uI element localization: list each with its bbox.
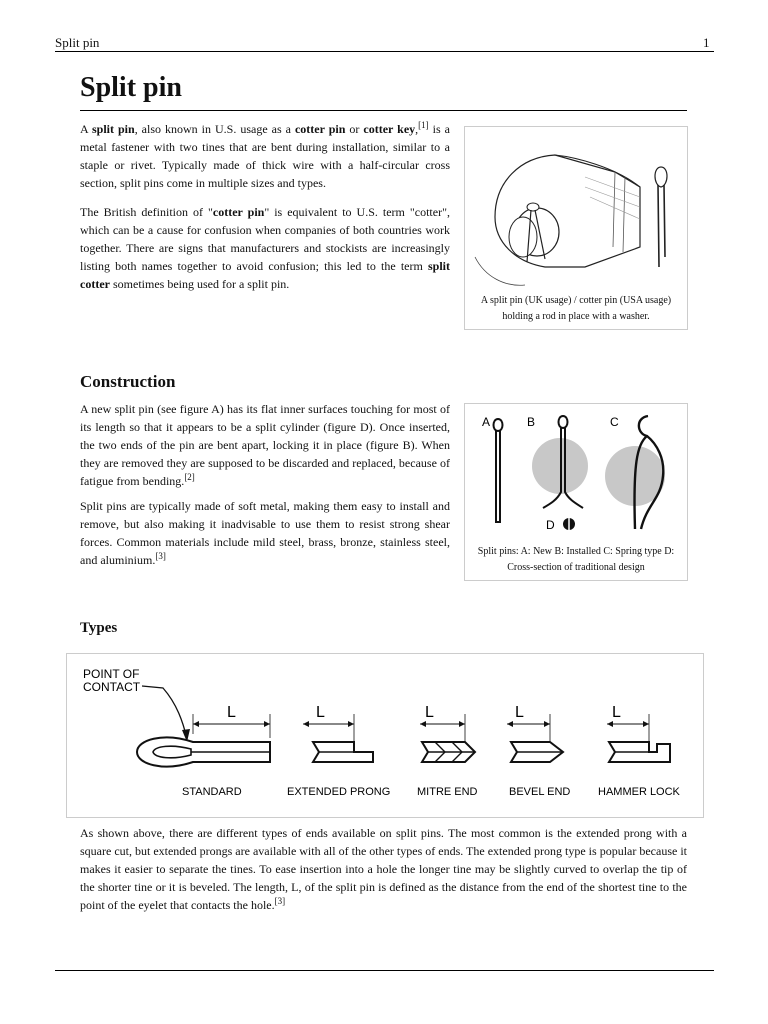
intro-paragraph-2 — [80, 203, 450, 293]
construction-paragraph-1 — [80, 400, 450, 490]
kind-bevel-end: BEVEL END — [509, 786, 571, 798]
kind-extended-prong: EXTENDED PRONG — [287, 786, 391, 798]
bold-term: cotter pin — [212, 205, 265, 219]
figure-1-caption: A split pin (UK usage) / cotter pin (USA usage) holding a rod in place with a washer. — [480, 295, 672, 322]
bevel-end-pin — [507, 704, 570, 798]
footer-rule — [55, 970, 714, 971]
running-header-title: Split pin — [55, 35, 100, 50]
hammer-lock-pin — [598, 704, 681, 798]
length-label-bevel: L — [515, 704, 524, 721]
text-run: or — [345, 122, 364, 136]
label-b: B — [527, 415, 536, 429]
length-label-standard: L — [227, 704, 236, 721]
bold-term: cotter pin — [294, 122, 346, 136]
figure-split-pin-photo — [464, 126, 688, 330]
title-rule — [80, 110, 687, 111]
text-run: A new split pin (see figure A) has its flat inner surfaces touching for most of its length so that it appears to be a split cylinder (figure D). Once inserted, the two ends of the pin are bent apart, locking it in place (figure B). When they are removed they are supposed to be discarded and replaced, because of fatigue from bending. — [80, 402, 450, 488]
intro-paragraph-1 — [80, 120, 450, 192]
length-label-mitre: L — [425, 704, 434, 721]
text-run: A — [80, 122, 92, 136]
construction-heading: Construction — [80, 372, 176, 391]
bold-term: split pin — [92, 122, 135, 136]
kind-mitre-end: MITRE END — [417, 786, 478, 798]
label-a: A — [482, 415, 491, 429]
text-run: is a metal fastener with two tines that are bent during installation, similar to a staple or rivet. Typically made of thick wire with a half-circular cross section, split pins come in multiple sizes and types. — [80, 122, 450, 190]
length-label-hammer: L — [612, 704, 621, 721]
text-run: sometimes being used for a split pin. — [109, 277, 290, 291]
split-pin-rod-illustration — [465, 127, 687, 292]
figure-2-caption: Split pins: A: New B: Installed C: Spring type D: Cross-section of traditional design — [477, 546, 675, 573]
text-run: , — [415, 122, 419, 136]
callout-line-2: CONTACT — [83, 680, 141, 694]
types-paragraph — [80, 824, 687, 914]
text-run: Split pins are typically made of soft metal, making them easy to install and remove, but also making it inadvisable to use them to resist strong shear forces. Common materials include mild steel, brass, bronze, stainless steel, and aluminium. — [80, 499, 450, 567]
label-c: C — [610, 415, 619, 429]
construction-paragraph-2 — [80, 497, 450, 569]
label-d: D — [546, 518, 555, 532]
figure-pin-end-types — [66, 653, 704, 818]
citation-ref[interactable]: [3] — [155, 551, 166, 561]
header-rule — [55, 51, 714, 52]
text-run: " is equivalent to U.S. term "cotter", which can be a cause for confusion when companies of both countries work together. There are signs that manufacturers and stockists are increasingly listing both names together to avoid confusion; this led to the term — [80, 205, 450, 273]
bold-term: cotter key — [363, 122, 416, 136]
pin-end-types-diagram — [67, 654, 703, 817]
bold-term: split cotter — [80, 259, 450, 291]
text-run: , also known in U.S. usage as a — [134, 122, 295, 136]
citation-ref[interactable]: [3] — [274, 896, 286, 906]
text-run: As shown above, there are different types of ends available on split pins. The most common is the extended prong with a square cut, but extended prongs are available with all of the other types of ends. The extended prong type is popular because it makes it easier to separate the tines. To ease insertion into a hole the longer tine may be slightly curved to overlap the tip of the shorter tine or it is beveled. The length, L, of the split pin is defined as the distance from the end of the shortest tine to the point of the eyelet that contacts the hole. — [80, 826, 687, 912]
standard-pin — [137, 704, 270, 798]
text-run: The British definition of " — [80, 205, 213, 219]
article-title: Split pin — [80, 72, 182, 103]
figure-split-pin-types — [464, 403, 688, 581]
citation-ref[interactable]: [2] — [184, 472, 195, 482]
mitre-end-pin — [417, 704, 478, 798]
callout-line-1: POINT OF — [83, 667, 140, 681]
kind-standard: STANDARD — [182, 786, 242, 798]
citation-ref[interactable]: [1] — [418, 120, 429, 130]
kind-hammer-lock: HAMMER LOCK — [598, 786, 680, 798]
extended-prong-pin — [287, 704, 390, 798]
length-label-extended: L — [316, 704, 325, 721]
types-heading: Types — [80, 620, 118, 636]
split-pin-states-illustration — [465, 404, 687, 544]
page-number: 1 — [703, 35, 710, 50]
